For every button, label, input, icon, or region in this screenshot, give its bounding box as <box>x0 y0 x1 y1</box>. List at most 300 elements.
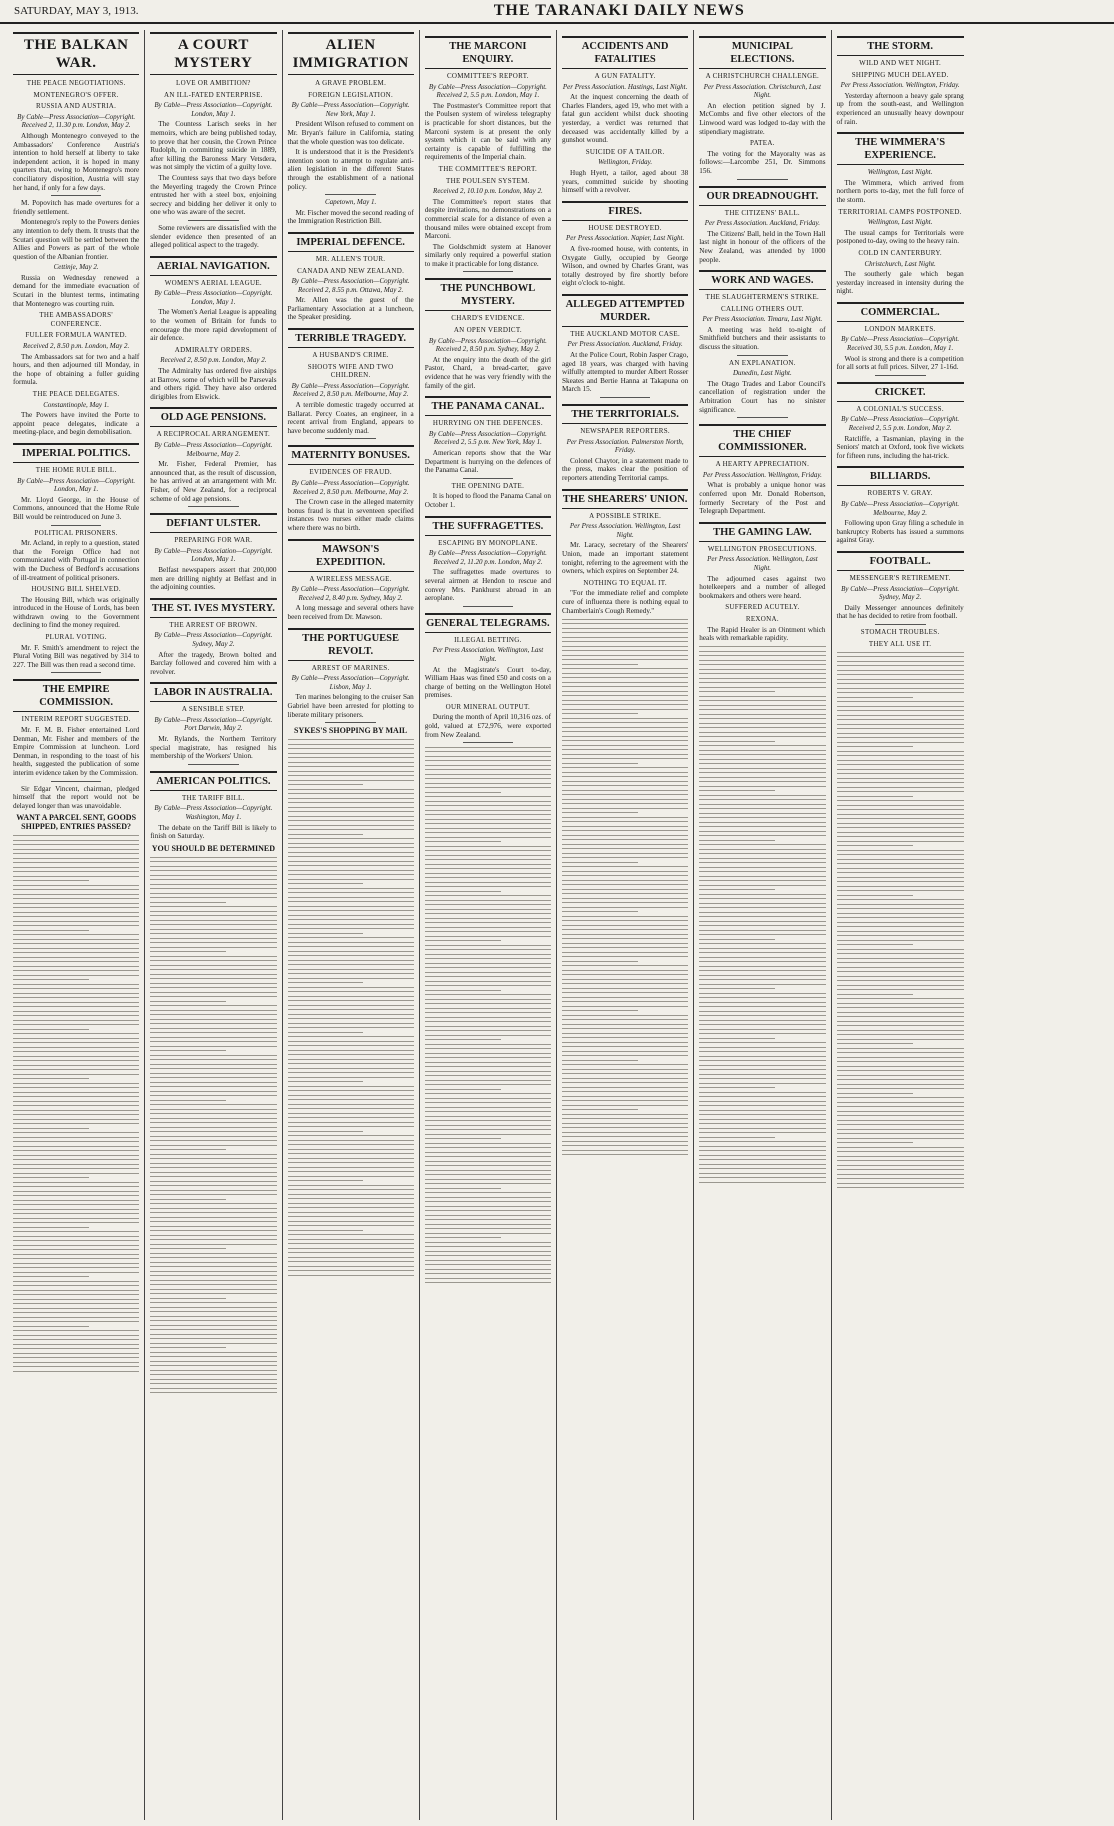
section-headline: THE MARCONI ENQUIRY. <box>425 36 551 69</box>
print-line <box>699 1047 825 1048</box>
print-line <box>150 1329 276 1330</box>
print-line <box>562 1001 688 1002</box>
print-line <box>699 948 825 949</box>
print-line <box>425 1170 551 1171</box>
print-line <box>150 1221 276 1222</box>
print-line <box>837 908 964 909</box>
print-line <box>837 1066 964 1067</box>
print-line <box>425 1003 551 1004</box>
section-headline: MUNICIPAL ELECTIONS. <box>699 36 825 69</box>
print-line <box>13 979 89 980</box>
print-line <box>425 1120 551 1121</box>
print-line <box>150 1122 276 1123</box>
article-paragraph: The Otago Trades and Labor Council's cancellation of registration under the Arbitration Court has no sinister significance. <box>699 379 826 414</box>
print-line <box>837 683 964 684</box>
print-line <box>288 1086 414 1087</box>
article-paragraph: The Wimmera, which arrived from northern ports to-day, met the full force of the storm. <box>836 178 964 204</box>
article-paragraph: At the enquiry into the death of the girl Pastor, Chard, a bread-carter, gave evidence that he was very friendly with the family of the girl. <box>424 355 551 390</box>
print-line <box>150 1113 276 1114</box>
print-line <box>288 1036 414 1037</box>
print-line <box>425 1143 551 1144</box>
print-line <box>562 749 688 750</box>
print-line <box>837 1165 964 1166</box>
print-line <box>837 1111 964 1112</box>
article-paragraph: Belfast newspapers assert that 200,000 men are drilling nightly at Belfast and in the adjoining counties. <box>150 565 277 592</box>
subheading: COLD IN CANTERBURY. <box>858 248 942 257</box>
print-line <box>425 792 501 793</box>
print-line <box>699 930 825 931</box>
subheading: FOREIGN LEGISLATION. <box>308 90 394 99</box>
article-paragraph: "For the immediate relief and complete cure of influenza there is nothing equal to Chamberlain's Cough Remedy." <box>562 589 689 615</box>
print-line <box>150 1262 276 1263</box>
print-line <box>837 670 964 671</box>
article-paragraph: Colonel Chaytor, in a statement made to the press, makes clear the position of reporters attending Territorial camps. <box>562 456 689 482</box>
print-line <box>837 796 913 797</box>
divider-rule <box>875 624 926 625</box>
print-line <box>288 1221 414 1222</box>
subheading: WILD AND WET NIGHT. <box>859 59 942 67</box>
dateline: Per Press Association. Wellington, Last Night. <box>707 555 818 572</box>
column-3 <box>283 30 420 1820</box>
print-line <box>837 980 964 981</box>
print-line <box>837 1043 913 1044</box>
dateline: By Cable—Press Association—Copyright. Received 30, 5.5 p.m. London, May 1. <box>841 335 960 353</box>
print-line <box>150 956 276 957</box>
print-line <box>425 873 551 874</box>
print-line <box>699 1119 825 1120</box>
print-line <box>13 903 139 904</box>
print-line <box>699 678 825 679</box>
print-line <box>150 1379 276 1380</box>
print-line <box>425 1228 551 1229</box>
print-line <box>288 1050 414 1051</box>
print-line <box>13 1272 139 1273</box>
print-line <box>150 861 276 862</box>
print-line <box>699 921 825 922</box>
divider-rule <box>737 417 788 418</box>
print-line <box>425 864 551 865</box>
print-line <box>425 958 551 959</box>
print-line <box>562 1037 688 1038</box>
print-line <box>150 1217 276 1218</box>
print-line <box>699 1024 825 1025</box>
section-headline: IMPERIAL POLITICS. <box>13 443 139 463</box>
print-line <box>425 760 551 761</box>
print-line <box>13 1128 89 1129</box>
print-line <box>699 646 825 647</box>
print-line <box>150 983 276 984</box>
print-line <box>837 881 964 882</box>
print-line <box>288 1072 414 1073</box>
print-line <box>425 1183 551 1184</box>
print-line <box>425 1035 551 1036</box>
print-line <box>425 990 501 991</box>
print-line <box>288 793 414 794</box>
print-line <box>425 1026 551 1027</box>
print-line <box>425 922 551 923</box>
print-line <box>13 984 139 985</box>
dateline: Wellington, Last Night. <box>867 168 933 177</box>
print-line <box>425 945 551 946</box>
print-line <box>13 1060 139 1061</box>
dateline: By Cable—Press Association—Copyright. Port Darwin, May 2. <box>154 715 273 733</box>
print-line <box>425 765 551 766</box>
divider-rule <box>463 478 514 479</box>
print-line <box>288 1126 414 1127</box>
dateline: By Cable—Press Association—Copyright. Received 2, 5.5 p.m. London, May 1. <box>428 82 547 100</box>
article-paragraph: Mr. F. Smith's amendment to reject the Plural Voting Bill was negatived by 314 to 227. The Bill was then read a second time. <box>13 643 140 669</box>
print-line <box>150 1118 276 1119</box>
print-line <box>837 899 964 900</box>
print-line <box>699 768 825 769</box>
article-paragraph: Wool is strong and there is a competition for all sorts at full prices. Silver, 27 1-16d. <box>836 354 964 372</box>
print-line <box>837 665 964 666</box>
print-line <box>150 996 276 997</box>
dateline: By Cable—Press Association—Copyright. Melbourne, May 2. <box>154 441 273 458</box>
print-line <box>288 924 414 925</box>
subheading: A GRAVE PROBLEM. <box>315 79 387 87</box>
print-line <box>562 1046 688 1047</box>
print-line <box>288 910 414 911</box>
print-line <box>425 1107 551 1108</box>
print-line <box>288 825 414 826</box>
article-paragraph: Ratcliffe, a Tasmanian, playing in the Seniors' match at Oxford, took five wickets for fifteen runs, including the hat-trick. <box>836 434 964 460</box>
print-line <box>837 958 964 959</box>
subheading: NEWSPAPER REPORTERS. <box>580 427 670 436</box>
print-line <box>425 1219 551 1220</box>
print-line <box>562 884 688 885</box>
print-line <box>837 1120 964 1121</box>
print-line <box>425 1197 551 1198</box>
print-line <box>150 1334 276 1335</box>
print-line <box>150 929 276 930</box>
column-7 <box>832 30 969 1820</box>
print-line <box>837 1093 913 1094</box>
print-line <box>837 1174 964 1175</box>
print-line <box>150 1230 276 1231</box>
print-line <box>837 967 964 968</box>
print-line <box>562 1051 688 1052</box>
print-line <box>562 619 688 620</box>
print-line <box>425 1125 551 1126</box>
print-line <box>699 898 825 899</box>
print-line <box>562 1055 688 1056</box>
print-line <box>425 823 551 824</box>
section-headline: CRICKET. <box>837 382 964 402</box>
print-line <box>425 1075 551 1076</box>
dateline: By Cable—Press Association—Copyright. Received 2, 8.55 p.m. Ottawa, May 2. <box>291 277 410 294</box>
article-paragraph: It is hoped to flood the Panama Canal on October 1. <box>424 492 551 509</box>
print-line <box>837 913 964 914</box>
print-line <box>425 985 551 986</box>
print-line <box>288 1252 414 1253</box>
print-line <box>425 796 551 797</box>
print-line <box>13 1294 139 1295</box>
print-line <box>837 1003 964 1004</box>
print-line <box>837 1156 964 1157</box>
print-line <box>425 1161 551 1162</box>
print-line <box>425 1264 551 1265</box>
print-line <box>837 994 913 995</box>
print-line <box>425 1147 551 1148</box>
section-headline: MATERNITY BONUSES. <box>288 445 414 465</box>
section-headline: ACCIDENTS AND FATALITIES <box>562 36 688 69</box>
print-line <box>288 955 414 956</box>
print-line <box>288 1009 414 1010</box>
section-headline: LABOR IN AUSTRALIA. <box>150 682 276 702</box>
print-line <box>562 1141 688 1142</box>
print-line <box>150 1275 276 1276</box>
print-line <box>699 1042 825 1043</box>
subheading: THE CITIZENS' BALL. <box>724 208 800 217</box>
print-line <box>699 907 825 908</box>
print-line <box>699 979 825 980</box>
print-line <box>699 957 825 958</box>
print-line <box>13 898 139 899</box>
section-headline: THE SUFFRAGETTES. <box>425 516 551 536</box>
print-line <box>837 1012 964 1013</box>
print-line <box>13 921 139 922</box>
section-headline: THE GAMING LAW. <box>699 522 825 542</box>
print-line <box>837 818 964 819</box>
print-line <box>288 1135 414 1136</box>
dateline: Received 2, 8.50 p.m. London, May 2. <box>160 356 267 365</box>
print-line <box>288 1198 414 1199</box>
print-line <box>699 1128 825 1129</box>
print-line <box>13 844 139 845</box>
article-paragraph: The Countess Larisch seeks in her memoirs, which are being published today, to prove that her cousin, the Crown Prince Rudolph, in committing suicide in 1889, after killing the Baroness Mary Vetsdera, was not simply the victim of a guilty love. <box>150 120 277 172</box>
print-line <box>288 762 414 763</box>
print-line <box>150 1019 276 1020</box>
article-paragraph: The usual camps for Territorials were postponed to-day, owing to the heavy rain. <box>836 228 964 246</box>
print-line <box>288 789 414 790</box>
print-line <box>13 1119 139 1120</box>
print-line <box>150 960 276 961</box>
print-line <box>699 822 825 823</box>
print-line <box>699 781 825 782</box>
print-line <box>288 847 414 848</box>
print-line <box>13 997 139 998</box>
section-headline: DEFIANT ULSTER. <box>150 513 276 533</box>
print-line <box>13 943 139 944</box>
section-headline: THE STORM. <box>837 36 964 56</box>
print-line <box>562 812 638 813</box>
divider-rule <box>188 764 239 765</box>
print-line <box>837 926 964 927</box>
print-line <box>13 1078 89 1079</box>
print-line <box>699 840 775 841</box>
print-line <box>425 778 551 779</box>
print-line <box>288 1239 414 1240</box>
print-line <box>837 760 964 761</box>
print-line <box>837 1039 964 1040</box>
print-line <box>837 706 964 707</box>
article-paragraph: The suffragettes made overtures to several airmen at Hendon to rescue and convey Mrs. Pankhurst abroad in an aeroplane. <box>424 568 551 603</box>
article-paragraph: Some reviewers are dissatisfied with the slender evidence then presented of an alleged political aspect to the tragedy. <box>150 223 277 250</box>
print-line <box>13 1047 139 1048</box>
subheading: A RECIPROCAL ARRANGEMENT. <box>156 430 271 439</box>
print-line <box>150 866 276 867</box>
print-line <box>562 821 688 822</box>
print-line <box>562 641 688 642</box>
print-line <box>150 1347 226 1348</box>
print-line <box>562 763 638 764</box>
print-line <box>699 988 775 989</box>
print-line <box>425 904 551 905</box>
print-line <box>699 889 775 890</box>
print-line <box>150 1055 276 1056</box>
print-line <box>837 764 964 765</box>
article-paragraph: At the inquest concerning the death of Charles Flanders, aged 19, who met with a fatal gun accident whilst duck shooting yesterday, a verdict was returned that deceased was accidentally killed by a gunshot wound. <box>562 93 689 145</box>
subheading: A HEARTY APPRECIATION. <box>715 460 810 469</box>
print-line <box>562 1078 688 1079</box>
print-line <box>699 759 825 760</box>
print-line <box>837 962 964 963</box>
divider-rule <box>51 672 102 673</box>
article-paragraph: Daily Messenger announces definitely that he has decided to retire from football. <box>836 603 964 621</box>
dateline: Per Press Association. Wellington, Friday. <box>702 470 822 479</box>
print-line <box>425 895 551 896</box>
dateline: Cettinje, May 2. <box>53 263 99 272</box>
print-line <box>425 751 551 752</box>
print-line <box>13 862 139 863</box>
print-line <box>288 1045 414 1046</box>
subheading: TERRITORIAL CAMPS POSTPONED. <box>838 207 962 216</box>
print-line <box>837 872 964 873</box>
subheading: LONDON MARKETS. <box>864 324 936 333</box>
article-paragraph: Russia on Wednesday renewed a demand for the immediate evacuation of Scutari in the bluntest terms, intimating that Montenegro was courting ruin. <box>13 273 140 308</box>
divider-rule <box>737 179 788 180</box>
print-line <box>699 1159 825 1160</box>
print-line <box>425 747 551 748</box>
print-line <box>13 1317 139 1318</box>
print-line <box>150 1154 276 1155</box>
print-line <box>699 1137 775 1138</box>
print-line <box>13 1182 139 1183</box>
print-line <box>699 1141 825 1142</box>
print-line <box>699 858 825 859</box>
print-line <box>425 868 551 869</box>
print-line <box>699 1011 825 1012</box>
print-line <box>150 1365 276 1366</box>
print-line <box>699 777 825 778</box>
article-paragraph: Mr. Fisher, Federal Premier, has announced that, as the result of discussion, he has arrived at an arrangement with Mr. Fisher, of New Zealand, for a reciprocal scheme of old age pensions. <box>150 460 277 503</box>
print-line <box>699 885 825 886</box>
print-line <box>150 1077 276 1078</box>
print-line <box>288 978 414 979</box>
print-line <box>699 925 825 926</box>
print-line <box>150 1014 276 1015</box>
print-line <box>562 1010 638 1011</box>
print-line <box>562 754 688 755</box>
print-line <box>288 870 414 871</box>
print-line <box>425 1242 551 1243</box>
print-line <box>150 1109 276 1110</box>
print-line <box>150 1311 276 1312</box>
print-line <box>13 916 139 917</box>
print-line <box>837 656 964 657</box>
print-line <box>699 1074 825 1075</box>
print-line <box>288 888 414 889</box>
subheading: ILLEGAL BETTING. <box>454 635 522 644</box>
print-line <box>699 1033 825 1034</box>
print-line <box>288 1032 364 1033</box>
print-line <box>13 1051 139 1052</box>
print-line <box>699 718 825 719</box>
print-line <box>288 1095 414 1096</box>
print-line <box>699 849 825 850</box>
print-line <box>13 1231 139 1232</box>
column-5 <box>557 30 694 1820</box>
print-line <box>425 801 551 802</box>
print-line <box>150 906 276 907</box>
print-line <box>837 1169 964 1170</box>
print-line <box>562 911 638 912</box>
print-line <box>150 947 276 948</box>
print-line <box>288 1054 414 1055</box>
subheading: SUICIDE OF A TAILOR. <box>585 147 665 156</box>
print-line <box>425 954 551 955</box>
print-line <box>425 1156 551 1157</box>
print-line <box>425 981 551 982</box>
print-line <box>288 1144 414 1145</box>
print-line <box>425 805 551 806</box>
print-line <box>562 1109 638 1110</box>
print-line <box>699 1168 825 1169</box>
print-line <box>288 1014 414 1015</box>
print-line <box>13 1195 139 1196</box>
masthead <box>0 0 1114 24</box>
print-line <box>699 714 825 715</box>
print-line <box>13 1141 139 1142</box>
print-line <box>150 992 276 993</box>
print-line <box>150 1037 276 1038</box>
column-4 <box>420 30 557 1820</box>
print-line <box>699 660 825 661</box>
print-line <box>150 1208 276 1209</box>
print-line <box>288 816 414 817</box>
section-headline: THE TERRITORIALS. <box>562 404 688 424</box>
print-line <box>699 1155 825 1156</box>
print-line <box>13 970 139 971</box>
print-line <box>13 1173 139 1174</box>
print-line <box>562 632 688 633</box>
print-line <box>562 916 688 917</box>
print-line <box>288 820 414 821</box>
print-line <box>699 826 825 827</box>
print-line <box>288 829 414 830</box>
print-line <box>13 930 89 931</box>
print-line <box>562 1145 688 1146</box>
print-line <box>562 929 688 930</box>
print-line <box>13 840 139 841</box>
print-line <box>150 875 276 876</box>
print-line <box>425 877 551 878</box>
print-line <box>425 1084 551 1085</box>
print-line <box>562 961 638 962</box>
print-line <box>288 1185 414 1186</box>
print-line <box>288 838 414 839</box>
print-line <box>425 1251 551 1252</box>
print-line <box>13 1326 89 1327</box>
print-line <box>425 1071 551 1072</box>
print-line <box>562 857 688 858</box>
print-line <box>562 623 688 624</box>
print-line <box>288 748 414 749</box>
print-line <box>288 1081 364 1082</box>
print-line <box>425 900 551 901</box>
print-line <box>699 732 825 733</box>
